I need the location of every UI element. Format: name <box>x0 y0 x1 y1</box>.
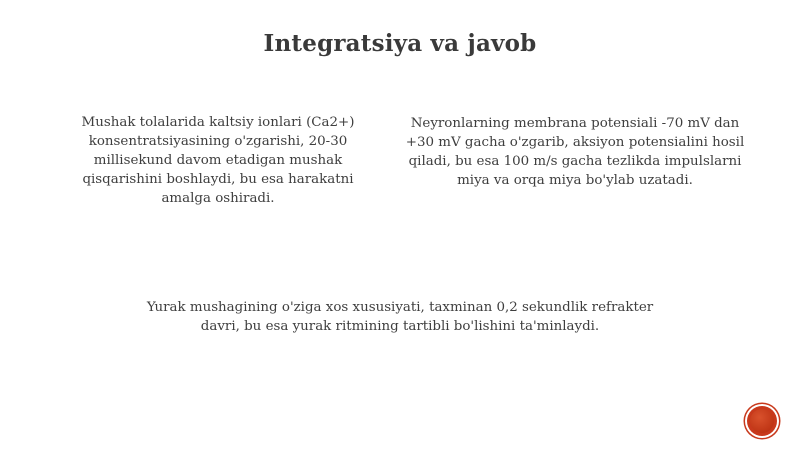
paragraph-left: Mushak tolalarida kaltsiy ionlari (Ca2+) konsentratsiyasining o'zgarishi, 20-30 millisekund davom etadigan mushak qisqarishini boshlaydi, bu esa harakatni amalga oshiradi. <box>81 115 355 206</box>
paragraph-right: Neyronlarning membrana potensiali -70 mV dan +30 mV gacha o'zgarib, aksiyon potensialini hosil qiladi, bu esa 100 m/s gacha tezlikda impulslarni miya va orqa miya bo'ylab uzatadi. <box>405 116 745 188</box>
paragraph-bottom: Yurak mushagining o'ziga xos xususiyati, taxminan 0,2 sekundlik refrakter davri, bu esa yurak ritmining tartibli bo'lishini ta'minlaydi. <box>146 300 654 334</box>
next-slide-button[interactable] <box>747 406 777 436</box>
circle-nav-icon <box>750 409 774 433</box>
slide-title: Integratsiya va javob <box>263 30 537 57</box>
